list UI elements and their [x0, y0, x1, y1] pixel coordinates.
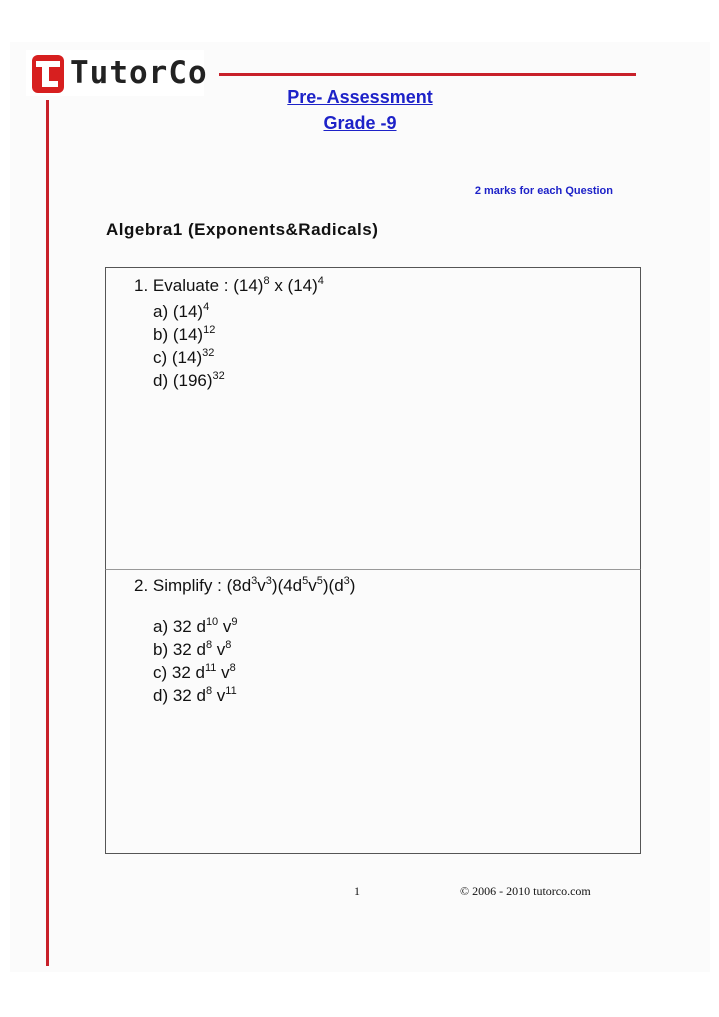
exponent: 3 — [265, 575, 272, 587]
question-box-2 — [105, 569, 641, 854]
option-text: c) 32 d — [153, 663, 205, 682]
option-c[interactable] — [153, 346, 225, 369]
option-text: d) (196) — [153, 371, 213, 390]
option-text: v — [212, 640, 226, 659]
page-number: 1 — [354, 884, 360, 898]
options-list — [153, 615, 238, 707]
question-stem — [134, 576, 355, 596]
exponent: 11 — [204, 662, 217, 674]
option-b[interactable] — [153, 323, 225, 346]
stem-text: v — [308, 576, 317, 595]
section-title: Algebra1 (Exponents&Radicals) — [106, 220, 379, 239]
exponent: 32 — [202, 347, 215, 359]
stem-text: 1. Evaluate : (14) — [134, 276, 264, 295]
option-text: a) 32 d — [153, 617, 206, 636]
option-text: c) (14) — [153, 348, 203, 367]
stem-exponent: 4 — [317, 275, 324, 287]
margin-rule — [46, 100, 49, 966]
option-text: b) 32 d — [153, 640, 206, 659]
question-stem — [134, 276, 324, 296]
logo-mark-icon — [32, 55, 64, 93]
option-a[interactable] — [153, 615, 238, 638]
option-a[interactable] — [153, 300, 225, 323]
question-box-1 — [105, 267, 641, 571]
header-rule — [219, 73, 636, 76]
option-text: v — [218, 617, 232, 636]
exponent: 11 — [225, 685, 237, 697]
stem-text: )(d — [322, 576, 344, 595]
option-text: b) (14) — [153, 325, 204, 344]
exponent: 5 — [316, 575, 323, 587]
stem-text: )(4d — [271, 576, 303, 595]
stem-text: v — [257, 576, 266, 595]
stem-text: ) — [349, 576, 356, 595]
option-d[interactable] — [153, 369, 225, 392]
copyright-notice: © 2006 - 2010 tutorco.com — [460, 884, 591, 898]
option-text: a) (14) — [153, 302, 204, 321]
exponent: 3 — [251, 575, 258, 587]
logo-text: TutorCo — [70, 55, 208, 91]
exponent: 8 — [205, 639, 213, 651]
stem-exponent: 8 — [263, 275, 270, 287]
exponent: 8 — [229, 662, 236, 674]
options-list — [153, 300, 225, 392]
option-d[interactable] — [153, 684, 238, 707]
option-text: v — [216, 663, 230, 682]
exponent: 32 — [212, 370, 225, 382]
exponent: 9 — [231, 616, 238, 628]
option-text: v — [212, 686, 226, 705]
option-b[interactable] — [153, 638, 238, 661]
exponent: 5 — [302, 575, 309, 587]
exponent: 8 — [205, 685, 213, 697]
option-c[interactable] — [153, 661, 238, 684]
page-title: Pre- Assessment — [287, 87, 433, 107]
exponent: 3 — [343, 575, 350, 587]
stem-text: x (14) — [269, 276, 318, 295]
page-subtitle: Grade -9 — [323, 113, 397, 133]
exponent: 10 — [205, 616, 219, 628]
option-text: d) 32 d — [153, 686, 206, 705]
marks-note: 2 marks for each Question — [474, 185, 613, 197]
exponent: 12 — [203, 324, 216, 336]
stem-text: 2. Simplify : (8d — [134, 576, 252, 595]
exponent: 4 — [203, 301, 210, 313]
exponent: 8 — [225, 639, 232, 651]
